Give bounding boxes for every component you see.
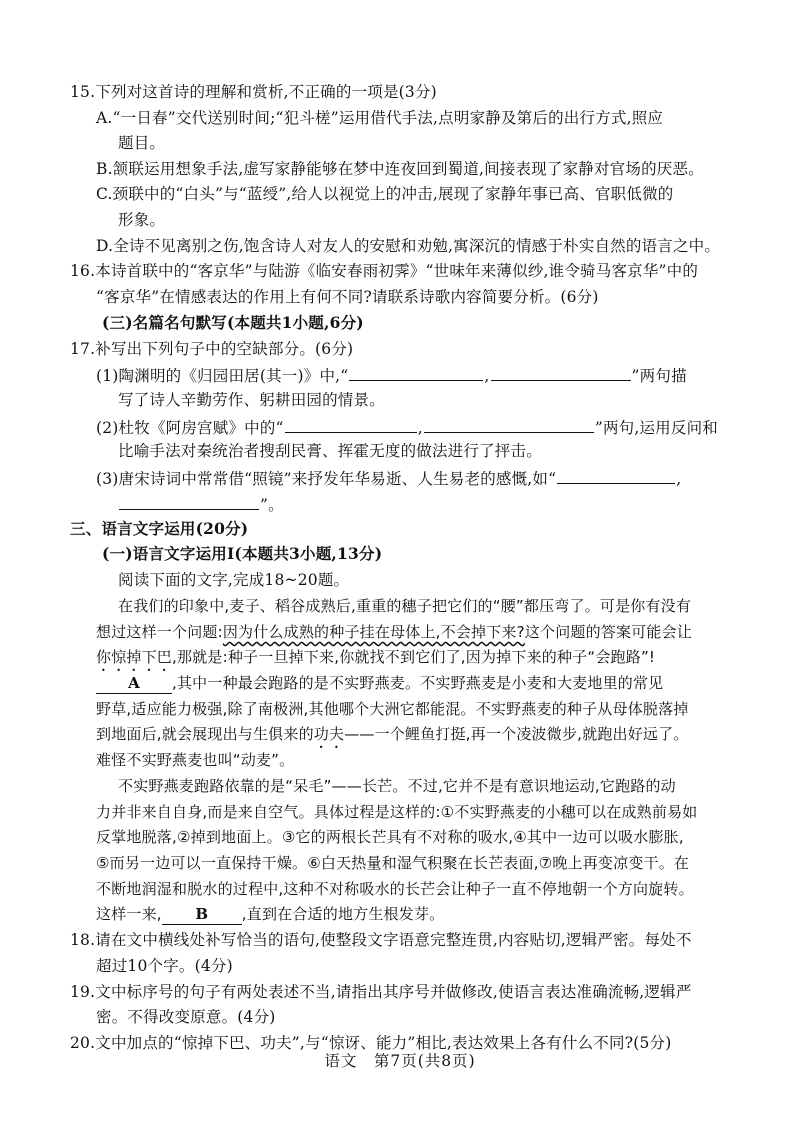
q15-stem: 15.下列对这首诗的理解和赏析,不正确的一项是(3分) <box>70 83 437 101</box>
q17-item1-tail: ”两句描 <box>631 367 687 385</box>
q17-item1 <box>96 364 687 386</box>
passage-p2-line3 <box>96 724 689 752</box>
q17-item3-comma: , <box>676 470 682 488</box>
q15-option-c-cont: 形象。 <box>118 211 166 229</box>
q17-item2-tail: ”两句,运用反问和 <box>594 419 718 437</box>
part3-subtitle: (一)语言文字运用Ⅰ(本题共3小题,13分) <box>102 544 383 563</box>
passage-p1-line3 <box>96 647 655 675</box>
q17-blank-1b[interactable] <box>491 364 631 381</box>
part3-instruction: 阅读下面的文字,完成18~20题。 <box>118 571 350 589</box>
passage-p3-line6-a: 这样一来, <box>96 905 162 923</box>
passage-p1-line2-a: 想过这样一个问题: <box>96 623 223 641</box>
q18-line1: 18.请在文中横线处补写恰当的语句,使整段文字语意完整连贯,内容贴切,逻辑严密。每处不 <box>70 931 692 949</box>
passage-p2-line1-rest: ,其中一种最会跑路的是不实野燕麦。不实野燕麦是小麦和大麦地里的常见 <box>172 674 664 692</box>
passage-p2-line3-a: 到地面后,就会展现出与生俱来的 <box>96 725 314 743</box>
wavy-underlined-question: 因为什么成熟的种子挂在母体上,不会掉下来? <box>222 623 525 641</box>
q19-line2: 密。不得改变原意。(4分) <box>96 1008 276 1026</box>
q16-line2: “客京华”在情感表达的作用上有何不同?请联系诗歌内容简要分析。(6分) <box>96 288 599 306</box>
q17-item3-cont <box>118 493 284 515</box>
q17-item2-text: (2)杜牧《阿房宫赋》中的“ <box>96 419 284 437</box>
blank-b[interactable]: B <box>162 904 242 925</box>
q17-item2-cont: 比喻手法对秦统治者搜刮民膏、挥霍无度的做法进行了抨击。 <box>118 442 542 460</box>
passage-p2-line1 <box>96 673 663 694</box>
q15-option-a: A.“一日春”交代送别时间;“犯斗槎”运用借代手法,点明家静及第后的出行方式,照应 <box>96 109 664 127</box>
q17-item3-end: ”。 <box>260 496 284 514</box>
passage-p1-line2 <box>96 622 692 642</box>
passage-p2-line2: 野草,适应能力极强,除了南极洲,其他哪个大洲它都能混。不实野燕麦的种子从母体脱落掉 <box>96 700 689 718</box>
q18-line2: 超过10个字。(4分) <box>96 957 233 975</box>
q17-item1-text: (1)陶渊明的《归园田居(其一)》中,“ <box>96 367 349 385</box>
q15-option-a-cont: 题目。 <box>118 134 166 152</box>
q17-item3 <box>96 467 681 489</box>
q17-item2 <box>96 416 718 438</box>
q17-item3-text: (3)唐宋诗词中常常借“照镜”来抒发年华易逝、人生易老的感慨,如“ <box>96 470 557 488</box>
q15-option-b: B.颔联运用想象手法,虚写家静能够在梦中连夜回到蜀道,间接表现了家静对官场的厌恶。 <box>96 160 704 178</box>
passage-p1-line2-b: 这个问题的答案可能会让 <box>524 623 692 641</box>
q17-item1-cont: 写了诗人辛勤劳作、躬耕田园的情景。 <box>118 391 385 409</box>
passage-p3-line2: 力并非来自自身,而是来自空气。具体过程是这样的:①不实野燕麦的小穗可以在成熟前易如 <box>96 803 698 821</box>
passage-p1-line3-rest: ,那就是:种子一旦掉下来,你就找不到它们了,因为掉下来的种子“会跑路”! <box>172 648 656 666</box>
passage-p3-line4: ⑤而另一边可以一直保持干燥。⑥白天热量和湿气积聚在长芒表面,⑦晚上再变凉变干。在 <box>96 854 690 872</box>
q15-option-d: D.全诗不见离别之伤,饱含诗人对友人的安慰和劝勉,寓深沉的情感于朴实自然的语言之中。 <box>96 237 721 255</box>
q19-line1: 19.文中标序号的句子有两处表述不当,请指出其序号并做修改,使语言表达准确流畅,逻辑严 <box>70 983 692 1001</box>
q17-blank-1a[interactable] <box>349 364 483 381</box>
part3-title: 三、语言文字运用(20分) <box>70 519 249 538</box>
passage-p3-line3: 反掌地脱落,②掉到地面上。③它的两根长芒具有不对称的吸水,④其中一边可以吸水膨胀, <box>96 828 684 846</box>
page-footer: 语文 第7页(共8页) <box>324 1052 476 1070</box>
passage-p3-line1: 不实野燕麦跑路依靠的是“呆毛”——长芒。不过,它并不是有意识地运动,它跑路的动 <box>118 777 676 795</box>
q17-blank-2b[interactable] <box>424 416 594 433</box>
section-heading-recitation: (三)名篇名句默写(本题共1小题,6分) <box>102 313 364 332</box>
q16-line1: 16.本诗首联中的“客京华”与陆游《临安春雨初霁》“世味年来薄似纱,谁令骑马客京华”中的 <box>70 262 699 280</box>
q17-blank-2a[interactable] <box>285 416 417 433</box>
passage-p3-line6-b: ,直到在合适的地方生根发芽。 <box>241 905 445 923</box>
q17-item1-comma: , <box>484 367 490 385</box>
q15-option-c: C.颈联中的“白头”与“蓝绶”,给人以视觉上的冲击,展现了家静年事已高、官职低微的 <box>96 185 674 203</box>
blank-a[interactable]: A <box>96 673 172 694</box>
dotted-phrase-gongfu: 功夫 <box>313 725 345 743</box>
q20-line1: 20.文中加点的“惊掉下巴、功夫”,与“惊讶、能力”相比,表达效果上各有什么不同?(5分) <box>70 1034 672 1052</box>
q17-blank-3b[interactable] <box>119 493 259 510</box>
q17-stem: 17.补写出下列句子中的空缺部分。(6分) <box>70 340 354 358</box>
passage-p1-line1: 在我们的印象中,麦子、稻谷成熟后,重重的穗子把它们的“腰”都压弯了。可是你有没有 <box>118 597 692 615</box>
passage-p2-line3-b: ——一个鲤鱼打挺,再一个凌波微步,就跑出好远了。 <box>344 725 689 743</box>
passage-p3-line5: 不断地润湿和脱水的过程中,这种不对称吸水的长芒会让种子一直不停地朝一个方向旋转。 <box>96 880 694 898</box>
q17-blank-3a[interactable] <box>557 467 675 484</box>
q17-item2-comma: , <box>417 419 423 437</box>
dotted-phrase-jingdiaoxiaba: 你惊掉下巴 <box>96 648 173 666</box>
passage-p2-line4: 难怪不实野燕麦也叫“动麦”。 <box>96 751 295 769</box>
passage-p3-line6 <box>96 904 444 925</box>
